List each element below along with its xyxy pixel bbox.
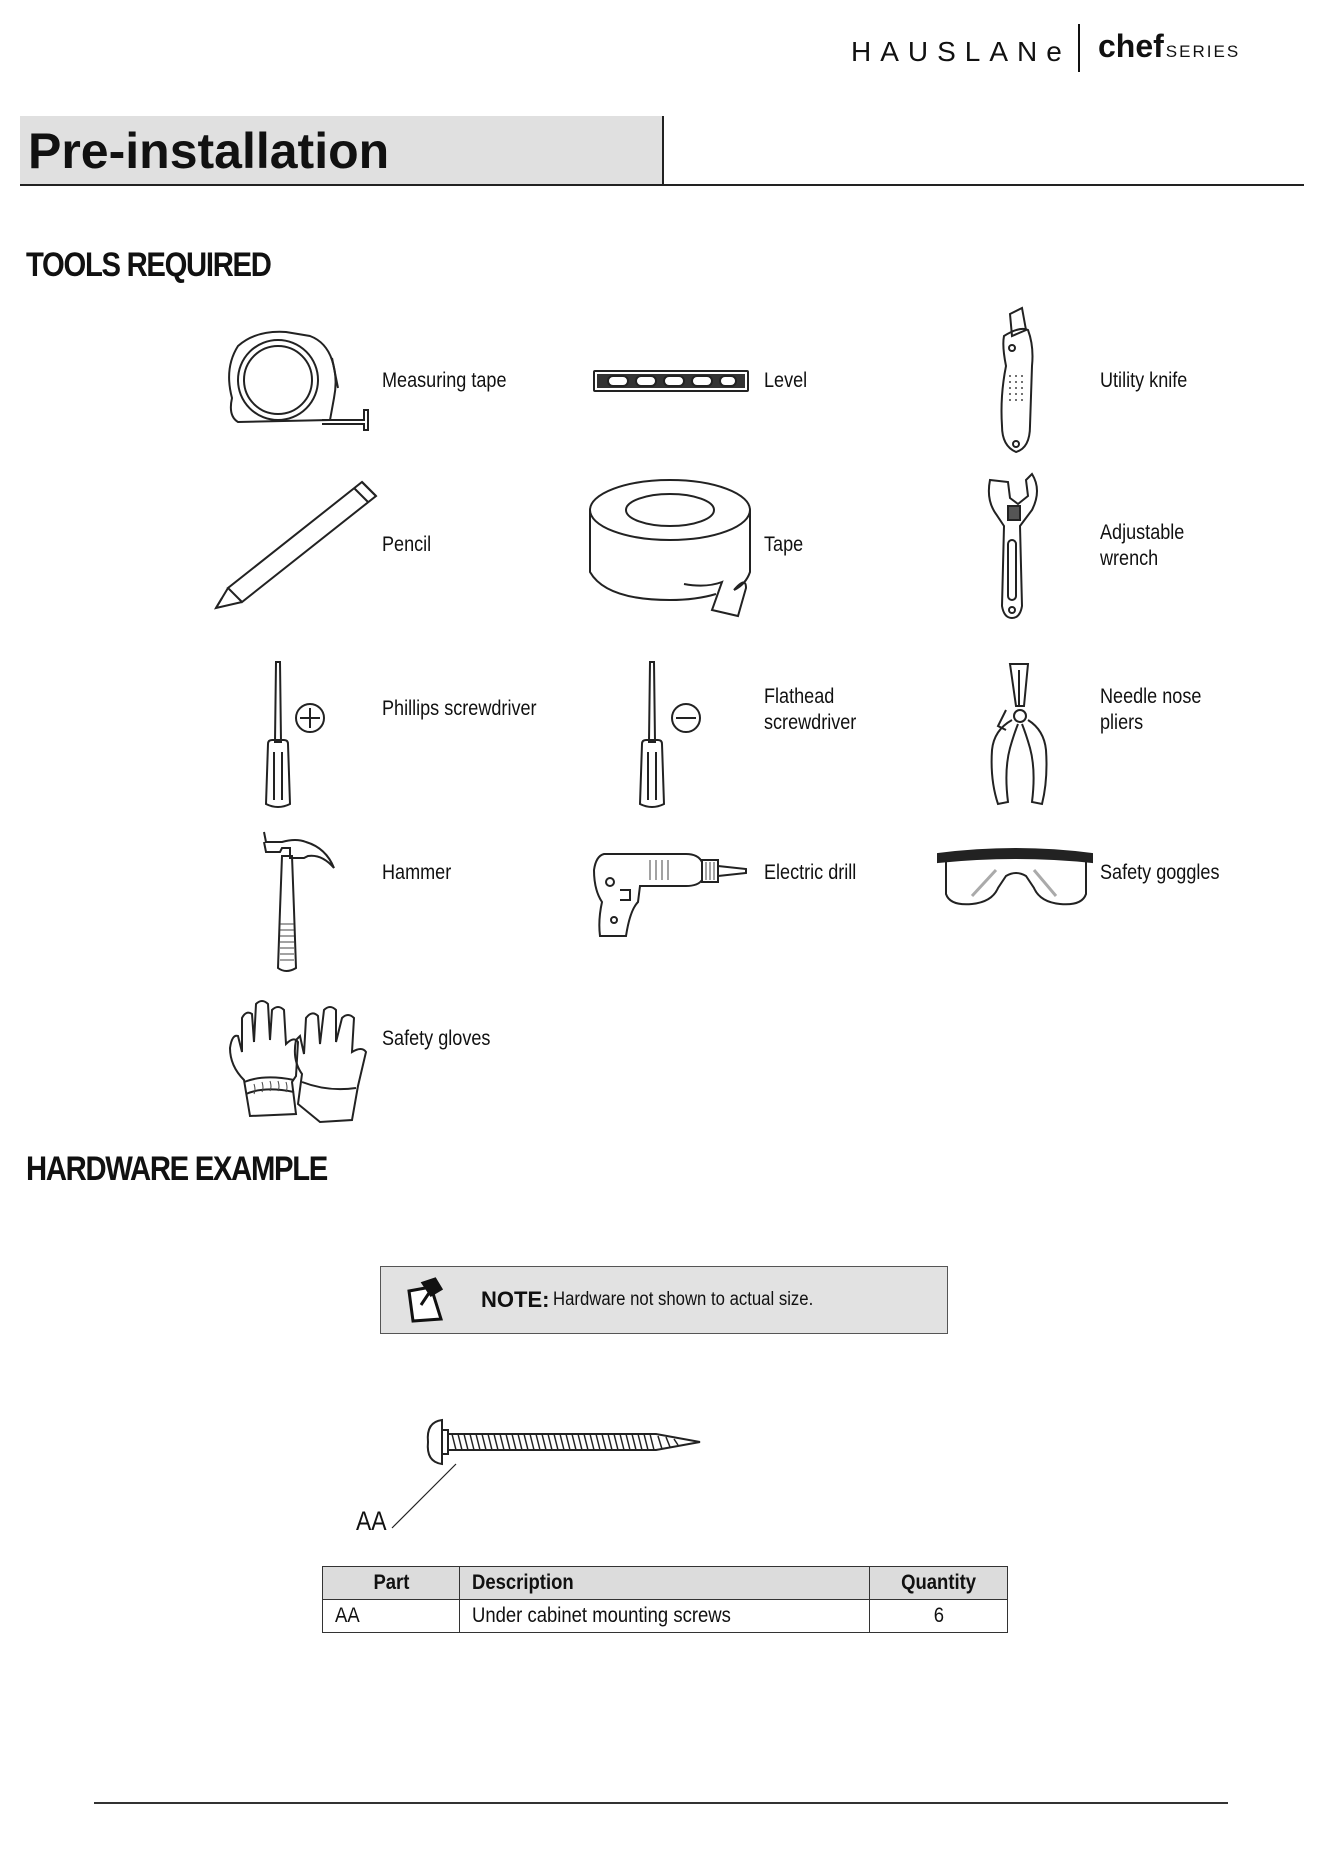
table-cell-quantity: 6: [870, 1600, 1008, 1633]
tool-label-needle-nose-pliers: Needle nose pliers: [1100, 685, 1202, 734]
adjustable-wrench-icon: [984, 470, 1044, 620]
tool-label-flathead-screwdriver: Flathead screwdriver: [764, 685, 857, 734]
title-rule: [20, 184, 1304, 186]
safety-goggles-icon: [936, 846, 1094, 910]
brand-series: SERIES: [1165, 42, 1241, 61]
table-header-row: [323, 1567, 1008, 1600]
needle-nose-pliers-icon: [984, 660, 1054, 810]
brand-logo-chef-series: [1098, 28, 1240, 65]
flathead-screwdriver-icon: [636, 660, 706, 810]
screw-callout-label: AA: [356, 1506, 387, 1536]
tool-label-utility-knife: Utility knife: [1100, 369, 1188, 392]
table-cell-part: AA: [323, 1600, 460, 1633]
pencil-icon: [212, 478, 380, 612]
note-label: NOTE:: [481, 1287, 550, 1312]
tape-roll-icon: [586, 476, 758, 618]
tool-label-pencil: Pencil: [382, 533, 432, 556]
tool-label-measuring-tape: Measuring tape: [382, 369, 507, 392]
table-header-quantity: Quantity: [870, 1567, 1008, 1600]
table-cell-description: Under cabinet mounting screws: [460, 1600, 870, 1633]
note-text: Hardware not shown to actual size.: [553, 1289, 814, 1310]
pushpin-note-icon: [401, 1275, 451, 1325]
level-icon: [592, 368, 750, 394]
tool-label-safety-gloves: Safety gloves: [382, 1027, 491, 1050]
tool-label-safety-goggles: Safety goggles: [1100, 861, 1220, 884]
hardware-table: [322, 1566, 1008, 1633]
table-header-description: Description: [460, 1567, 870, 1600]
tool-label-phillips-screwdriver: Phillips screwdriver: [382, 697, 537, 720]
tool-label-tape: Tape: [764, 533, 804, 556]
safety-gloves-icon: [224, 996, 370, 1124]
brand-chef: chef: [1098, 28, 1164, 64]
mounting-screw-icon: [386, 1412, 708, 1532]
measuring-tape-icon: [222, 328, 372, 432]
tool-label-adjustable-wrench: Adjustable wrench: [1100, 521, 1185, 570]
tool-label-electric-drill: Electric drill: [764, 861, 857, 884]
utility-knife-icon: [992, 306, 1042, 456]
hammer-icon: [256, 824, 340, 974]
title-band-divider: [662, 116, 664, 186]
tools-required-heading: TOOLS REQUIRED: [26, 246, 271, 284]
tool-label-hammer: Hammer: [382, 861, 452, 884]
table-row: [323, 1600, 1008, 1633]
tool-label-level: Level: [764, 369, 808, 392]
note-box: [380, 1266, 948, 1334]
page-title: Pre-installation: [28, 123, 390, 179]
brand-logo-hauslane: HAUSLANe: [851, 36, 1071, 67]
phillips-screwdriver-icon: [262, 660, 332, 810]
brand-divider: [1078, 24, 1080, 72]
footer-rule: [94, 1802, 1228, 1804]
table-header-part: Part: [323, 1567, 460, 1600]
electric-drill-icon: [590, 850, 750, 940]
hardware-example-heading: HARDWARE EXAMPLE: [26, 1150, 328, 1188]
